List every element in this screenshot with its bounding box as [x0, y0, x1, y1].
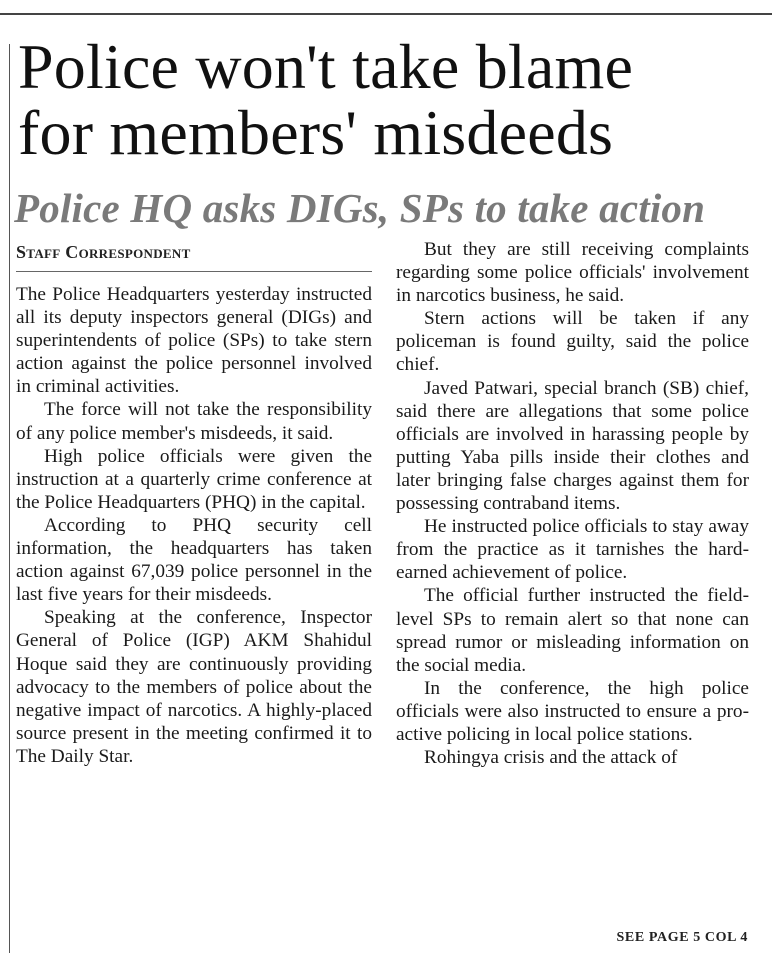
- paragraph: The official further instructed the field-level SPs to remain alert so that none can spread rumor or misleading information on the social media.: [396, 585, 749, 676]
- headline: [18, 31, 763, 168]
- byline-divider: [16, 271, 372, 272]
- paragraph: Rohingya crisis and the attack of: [424, 747, 678, 769]
- byline: Staff Correspondent: [16, 242, 191, 262]
- paragraph: Speaking at the conference, Inspector General of Police (IGP) AKM Shahidul Hoque said they are continuously providing advocacy to the members of police about the negative impact of narcotics. A highly-placed source present in the meeting confirmed it to The Daily Star.: [16, 607, 372, 767]
- headline-line-1: Police won't take blame: [18, 31, 634, 102]
- paragraph: Stern actions will be taken if any policeman is found guilty, said the police chief.: [396, 308, 749, 376]
- continuation-jump-line: SEE PAGE 5 COL 4: [616, 930, 748, 945]
- top-border-rule: [0, 13, 772, 15]
- paragraph: In the conference, the high police officials were also instructed to ensure a pro-active policing in local police stations.: [396, 677, 749, 745]
- subheadline: Police HQ asks DIGs, SPs to take action: [14, 185, 706, 231]
- left-border-rule: [9, 44, 10, 953]
- article-column-2: [396, 238, 749, 769]
- paragraph: But they are still receiving complaints regarding some police officials' involvement in narcotics business, he said.: [396, 239, 749, 307]
- paragraph: He instructed police officials to stay away from the practice as it tarnishes the hard-earned achievement of police.: [396, 516, 749, 584]
- paragraph: High police officials were given the instruction at a quarterly crime conference at the Police Headquarters (PHQ) in the capital.: [16, 445, 372, 513]
- headline-line-2: for members' misdeeds: [18, 97, 614, 168]
- paragraph: The Police Headquarters yesterday instructed all its deputy inspectors general (DIGs) and superintendents of police (SPs) to take stern action against the police personnel involved in criminal activities.: [16, 284, 372, 398]
- paragraph: Javed Patwari, special branch (SB) chief, said there are allegations that some police officials are involved in harassing people by putting Yaba pills inside their clothes and later bringing false charges against them for possessing contraband items.: [396, 377, 749, 515]
- paragraph: According to PHQ security cell information, the headquarters has taken action against 67,039 police personnel in the last five years for their misdeeds.: [16, 514, 372, 606]
- paragraph: The force will not take the responsibility of any police member's misdeeds, it said.: [16, 399, 372, 444]
- article-column-1: [16, 283, 372, 768]
